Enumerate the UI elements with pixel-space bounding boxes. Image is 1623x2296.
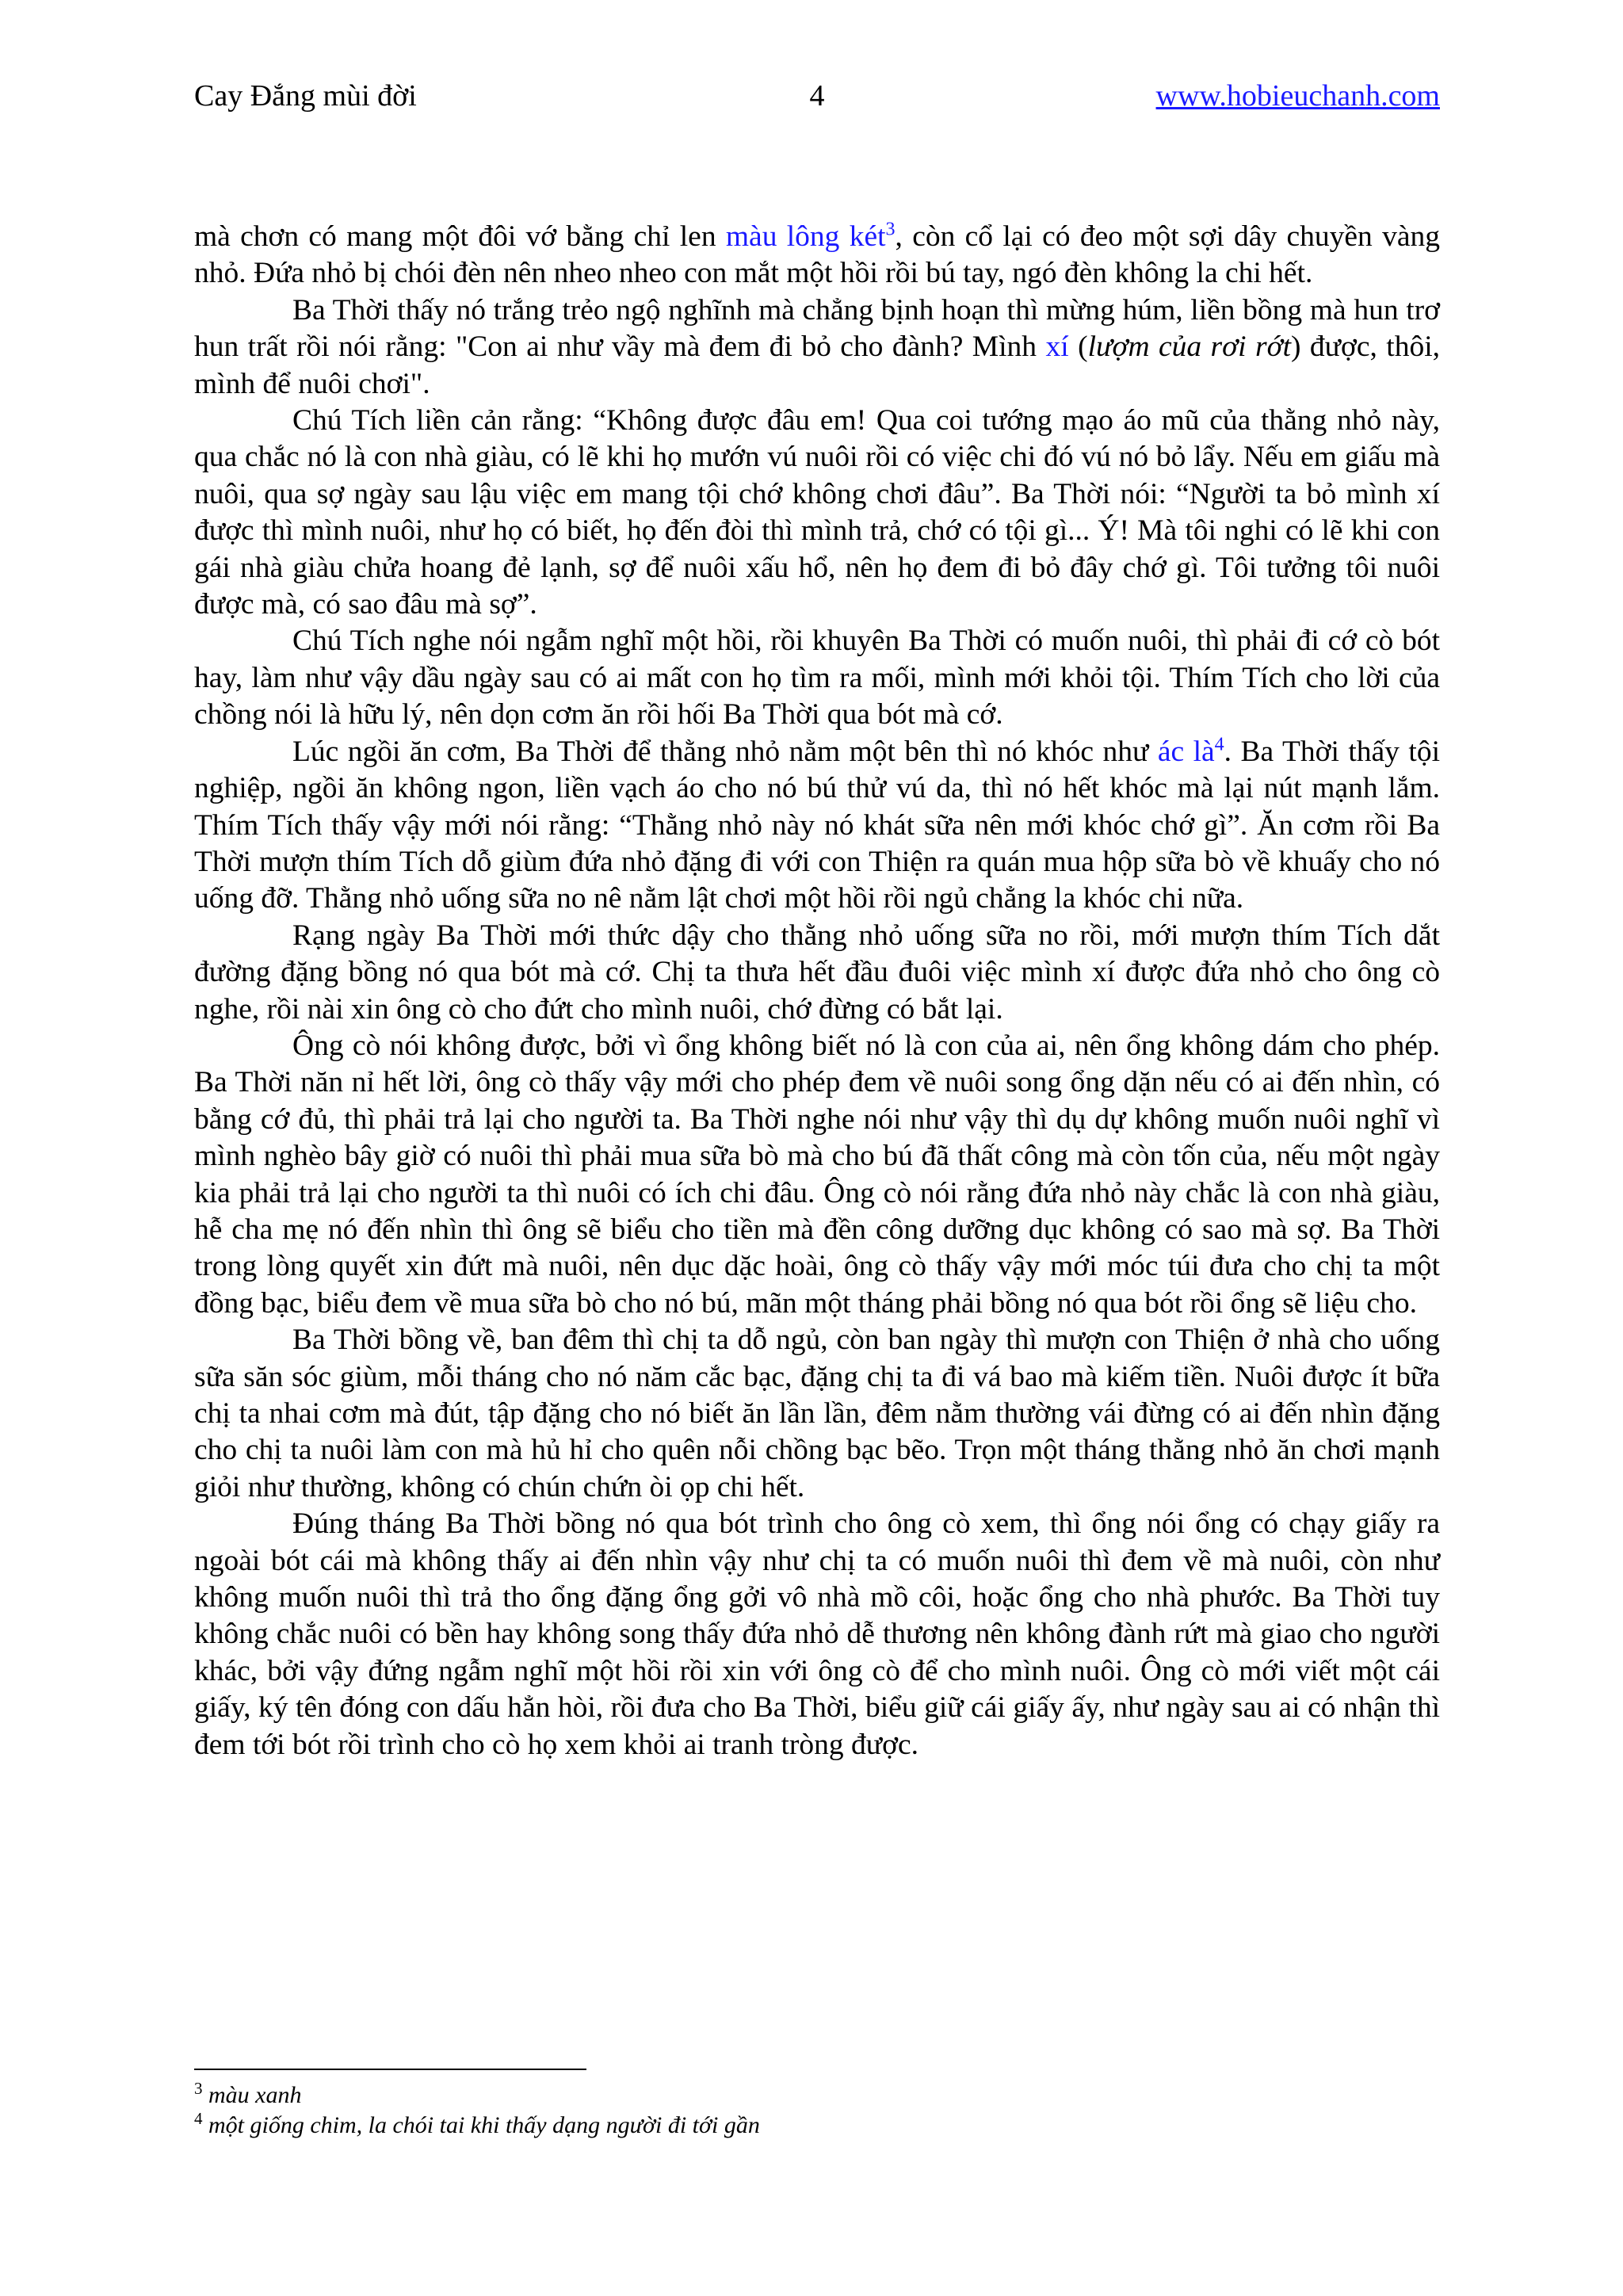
footnote-ref-4[interactable]: 4	[1214, 734, 1224, 755]
glossary-link-xi[interactable]: xí	[1045, 330, 1069, 364]
footnote-number: 4	[194, 2109, 203, 2128]
paragraph-3: Chú Tích liền cản rằng: “Không được đâu em! Qua coi tướng mạo áo mũ của thằng nhỏ này, qua chắc nó là con nhà giàu, có lẽ khi họ mướn vú nuôi rồi có việc chi đó vú nó bỏ lẩy. Nếu em giấu mà nuôi, qua sợ ngày sau lậu việc em mang tội chớ không chơi đâu”. Ba Thời nói: “Người ta bỏ mình xí được thì mình nuôi, như họ có biết, họ đến đòi thì mình trả, chớ có tội gì... Ý! Mà tôi nghi có lẽ khi con gái nhà giàu chửa hoang đẻ lạnh, sợ để nuôi xấu hổ, nên họ đem đi bỏ đây chớ gì. Tôi tưởng tôi nuôi được mà, có sao đâu mà sợ”.	[194, 404, 1440, 621]
paragraph-8: Ba Thời bồng về, ban đêm thì chị ta dỗ ngủ, còn ban ngày thì mượn con Thiện ở nhà cho uống sữa săn sóc giùm, mỗi tháng cho nó năm cắc bạc, đặng chị ta đi vá bao mà kiếm tiền. Nuôi được ít bữa chị ta nhai cơm mà đút, tập đặng cho nó biết ăn lần lần, đêm nằm thường vái đừng có ai đến nhìn đặng cho chị ta nuôi làm con mà hủ hỉ cho quên nỗi chồng bạc bẽo. Trọn một tháng thằng nhỏ ăn chơi mạnh giỏi như thường, không có chún chứn òi ọp chi hết.	[194, 1324, 1440, 1503]
body-text	[194, 219, 1440, 1763]
page-header	[194, 76, 1440, 116]
footnote-number: 3	[194, 2079, 203, 2098]
footnote-divider	[194, 2069, 586, 2070]
page-number: 4	[809, 79, 825, 113]
footnote-text: một giống chim, la chói tai khi thấy dạng người đi tới gần	[208, 2112, 760, 2138]
paragraph-7: Ông cò nói không được, bởi vì ổng không biết nó là con của ai, nên ổng không dám cho phép. Ba Thời năn nỉ hết lời, ông cò thấy vậy mới cho phép đem về nuôi song ổng dặn nếu có ai đến nhìn, có bằng cớ đủ, thì phải trả lại cho người ta. Ba Thời nghe nói như vậy thì dụ dự không muốn nuôi nghĩ vì mình nghèo bây giờ có nuôi thì phải mua sữa bò mà cho bú đã thất công mà còn tốn của, nếu một ngày kia phải trả lại cho người ta thì nuôi có ích chi đâu. Ông cò nói rằng đứa nhỏ này chắc là con nhà giàu, hễ cha mẹ nó đến nhìn thì ông sẽ biểu cho tiền mà đền công dưỡng dục không có sao mà sợ. Ba Thời trong lòng quyết xin đứt mà nuôi, nên dục dặc hoài, ông cò thấy vậy mới móc túi đưa cho chị ta một đồng bạc, biểu đem về mua sữa bò cho nó bú, mãn một tháng phải bồng nó qua bót rồi ổng sẽ liệu cho.	[194, 1029, 1440, 1320]
paragraph-1: mà chơn có mang một đôi vớ bằng chỉ len màu lông két$^3$, còn cổ lại có đeo một sợi dây chuyền vàng nhỏ. Đứa nhỏ bị chói đèn nên nheo nheo con mắt một hồi rồi bú tay, ngó đèn không la chi hết.	[194, 219, 1440, 290]
footnote-4	[194, 2111, 1440, 2141]
paragraph-6: Rạng ngày Ba Thời mới thức dậy cho thằng nhỏ uống sữa no rồi, mới mượn thím Tích dắt đường đặng bồng nó qua bót mà cớ. Chị ta thưa hết đầu đuôi việc mình xí được đứa nhỏ cho ông cò nghe, rồi nài xin ông cò cho đứt cho mình nuôi, chớ đừng có bắt lại.	[194, 919, 1440, 1026]
footnote-link-ac-la[interactable]: ác là	[1157, 735, 1215, 768]
footnote-link-mau-long-ket[interactable]: màu lông két	[725, 220, 886, 253]
paragraph-9: Đúng tháng Ba Thời bồng nó qua bót trình cho ông cò xem, thì ổng nói ổng có chạy giấy ra ngoài bót cái mà không thấy ai đến nhìn vậy như chị ta có muốn nuôi thì đem về mà nuôi, còn như không muốn nuôi thì trả tho ổng đặng ổng gởi vô nhà mồ côi, hoặc ổng cho nhà phước. Ba Thời tuy không chắc nuôi có bền hay không song thấy đứa nhỏ dễ thương nên không đành rứt mà giao cho người khác, bởi vậy đứng ngẫm nghĩ một hồi rồi xin với ông cò để cho mình nuôi. Ông cò mới viết một cái giấy, ký tên đóng con dấu hẳn hòi, rồi đưa cho Ba Thời, biểu giữ cái giấy ấy, như ngày sau ai có nhận thì đem tới bót rồi trình cho cò họ xem khỏi ai tranh tròng được.	[194, 1507, 1440, 1761]
paragraph-5: Lúc ngồi ăn cơm, Ba Thời để thằng nhỏ nằm một bên thì nó khóc như ác $là^4$. Ba Thời thấy tội nghiệp, ngồi ăn không ngon, liền vạch áo cho nó bú thử vú da, thì nó hết khóc mà lại nút mạnh lắm. Thím Tích thấy vậy mới nói rằng: “Thằng nhỏ này nó khát sữa nên mới khóc chớ gì”. Ăn cơm rồi Ba Thời mượn thím Tích dỗ giùm đứa nhỏ đặng đi với con Thiện ra quán mua hộp sữa bò về khuấy cho nó uống đỡ. Thằng nhỏ uống sữa no nê nằm lật chơi một hồi rồi ngủ chẳng la khóc chi nữa.	[194, 734, 1440, 915]
book-title: Cay Đắng mùi đời	[194, 79, 417, 113]
footnote-text: màu xanh	[208, 2082, 302, 2108]
website-link[interactable]: www.hobieuchanh.com	[1155, 79, 1440, 113]
footnote-ref-3[interactable]: 3	[885, 219, 896, 240]
italic-gloss: lượm của rơi rớt	[1087, 330, 1292, 364]
paragraph-2: Ba Thời thấy nó trắng trẻo ngộ nghĩnh mà chẳng bịnh hoạn thì mừng húm, liền bồng mà hun trơ hun trất rồi nói rằng: "Con ai như vầy mà đem đi bỏ cho đành? Mình xí (lượm của rơi rớt) được, thôi, mình để nuôi chơi".	[194, 293, 1440, 400]
footnote-3	[194, 2080, 1440, 2111]
paragraph-4: Chú Tích nghe nói ngẫm nghĩ một hồi, rồi khuyên Ba Thời có muốn nuôi, thì phải đi cớ cò bót hay, làm như vậy dầu ngày sau có ai mất con họ tìm ra mối, mình mới khỏi tội. Thím Tích cho lời của chồng nói là hữu lý, nên dọn cơm ăn rồi hối Ba Thời qua bót mà cớ.	[194, 625, 1440, 732]
footnotes	[194, 2080, 1440, 2141]
